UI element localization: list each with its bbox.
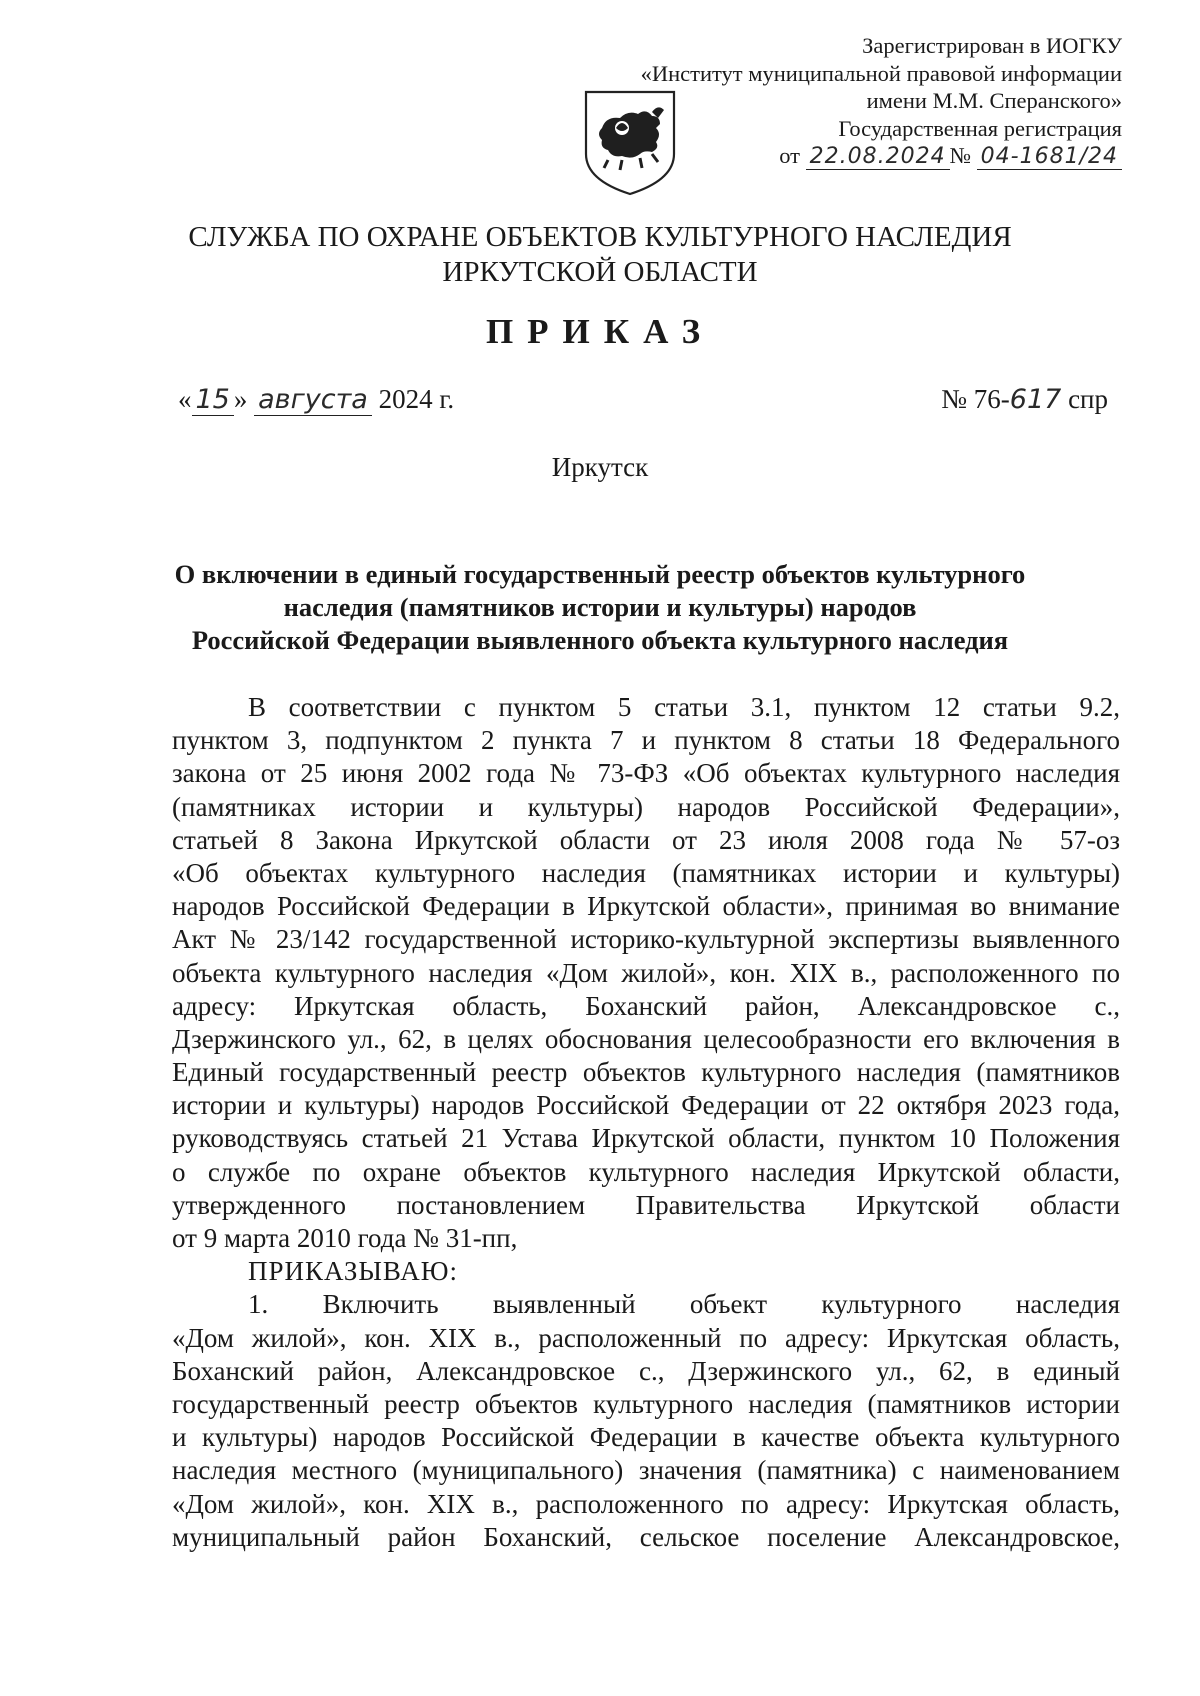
body-line: Единый государственный реестр объектов культурного наследия (памятников [172, 1057, 1120, 1088]
body-line: (памятниках истории и культуры) народов Российской Федерации», [172, 791, 1120, 822]
body-line: муниципальный район Боханский, сельское поселение Александровское, [172, 1521, 1120, 1552]
body-line: Дзержинского ул., 62, в целях обоснования целесообразности его включения в [172, 1023, 1120, 1054]
body-line: истории и культуры) народов Российской Федерации от 22 октября 2023 года, [172, 1090, 1120, 1121]
body-text [172, 691, 1120, 1554]
registration-stamp [641, 32, 1122, 170]
registration-number-label: № [949, 143, 972, 168]
body-line: статьей 8 Закона Иркутской области от 23 июля 2008 года № 57-оз [172, 824, 1120, 855]
date-open-quote: « [178, 384, 192, 414]
registration-from-label: от [779, 143, 800, 168]
body-line: объекта культурного наследия «Дом жилой», кон. XIX в., расположенного по [172, 957, 1120, 988]
body-line: 1. Включить выявленный объект культурного наследия [248, 1289, 1120, 1320]
order-year: 2024 г. [378, 384, 455, 414]
body-line: «Дом жилой», кон. XIX в., расположенный по адресу: Иркутская область, [172, 1322, 1120, 1353]
order-date [178, 384, 454, 416]
body-line: Боханский район, Александровское с., Дзержинского ул., 62, в единый [172, 1355, 1120, 1386]
coat-of-arms-icon [582, 88, 678, 198]
body-line: «Об объектах культурного наследия (памятниках истории и культуры) [172, 857, 1120, 888]
registration-date: 22.08.2024 [806, 145, 950, 170]
subject-line-3: Российской Федерации выявленного объекта культурного наследия [191, 625, 1009, 655]
body-line: народов Российской Федерации в Иркутской области», принимая во внимание [172, 891, 1120, 922]
body-line: о службе по охране объектов культурного наследия Иркутской области, [172, 1156, 1120, 1187]
body-line: государственный реестр объектов культурного наследия (памятников истории [172, 1388, 1120, 1419]
registration-line-3: имени М.М. Сперанского» [866, 88, 1122, 113]
order-number-handwritten: 617 [1009, 384, 1062, 415]
body-line: наследия местного (муниципального) значения (памятника) с наименованием [172, 1455, 1120, 1486]
registration-number: 04-1681/24 [977, 145, 1122, 170]
subject-line-2: наследия (памятников истории и культуры) народов [283, 592, 917, 622]
date-close-quote: » [233, 384, 248, 414]
agency-line-1: СЛУЖБА ПО ОХРАНЕ ОБЪЕКТОВ КУЛЬТУРНОГО НАСЛЕДИЯ [188, 221, 1012, 253]
registration-line-1: Зарегистрирован в ИОГКУ [862, 33, 1122, 58]
order-number [941, 384, 1108, 415]
order-number-suffix: спр [1068, 384, 1108, 414]
body-line: Акт № 23/142 государственной историко-культурной экспертизы выявленного [172, 924, 1120, 955]
order-command: ПРИКАЗЫВАЮ: [248, 1256, 458, 1287]
body-line: «Дом жилой», кон. XIX в., расположенного по адресу: Иркутская область, [172, 1488, 1120, 1519]
registration-line-2: «Институт муниципальной правовой информации [640, 60, 1122, 86]
registration-line-4: Государственная регистрация [838, 115, 1122, 141]
body-line: пунктом 3, подпунктом 2 пункта 7 и пунктом 8 статьи 18 Федерального [172, 725, 1120, 756]
body-line: руководствуясь статьей 21 Устава Иркутской области, пунктом 10 Положения [172, 1123, 1120, 1154]
city: Иркутск [551, 452, 649, 482]
body-line: от 9 марта 2010 года № 31-пп, [172, 1223, 518, 1253]
body-line: закона от 25 июня 2002 года № 73-ФЗ «Об объектах культурного наследия [172, 758, 1120, 789]
body-line: В соответствии с пунктом 5 статьи 3.1, пунктом 12 статьи 9.2, [248, 692, 1120, 722]
order-month: августа [254, 384, 372, 416]
body-line: утвержденного постановлением Правительства Иркутской области [172, 1189, 1120, 1220]
agency-name [0, 220, 1200, 290]
agency-line-2: ИРКУТСКОЙ ОБЛАСТИ [442, 256, 758, 288]
document-type: ПРИКАЗ [485, 312, 715, 351]
subject-heading [0, 558, 1200, 657]
body-line: адресу: Иркутская область, Боханский район, Александровское с., [172, 990, 1120, 1021]
body-line: и культуры) народов Российской Федерации в качестве объекта культурного [172, 1422, 1120, 1453]
order-number-prefix: № 76- [941, 384, 1010, 414]
registration-number-line [641, 142, 1122, 170]
order-day: 15 [192, 384, 234, 416]
subject-line-1: О включении в единый государственный реестр объектов культурного [174, 559, 1026, 589]
